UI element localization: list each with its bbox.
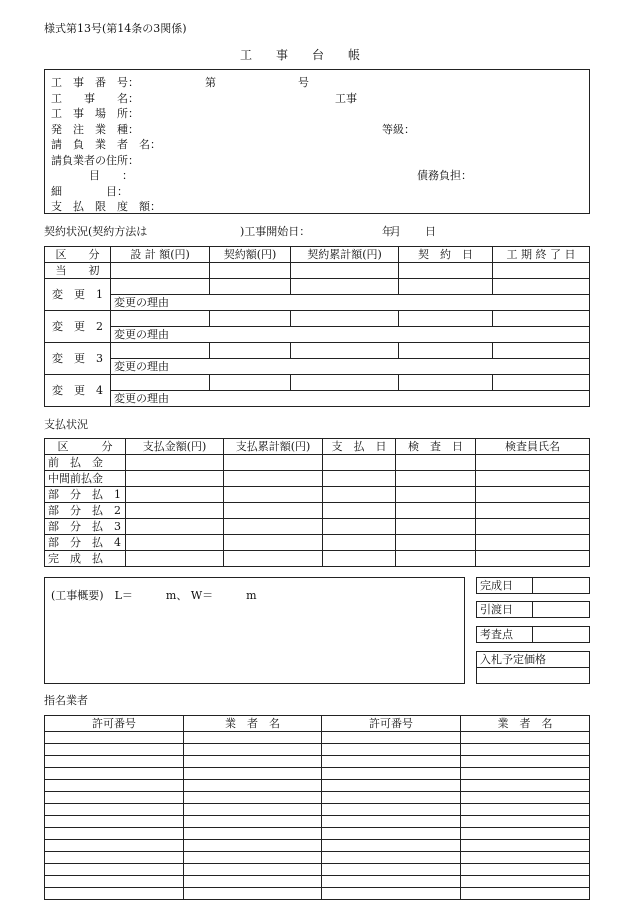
payment-cell[interactable] xyxy=(224,535,323,551)
nominated-cell[interactable] xyxy=(184,732,322,744)
payment-cell[interactable] xyxy=(126,551,224,567)
payment-row-label: 部 分 払 1 xyxy=(45,487,126,503)
nominated-row xyxy=(45,804,590,816)
payment-cell[interactable] xyxy=(476,551,590,567)
contract-header: 契約累計額(円) xyxy=(291,247,399,263)
payment-header: 支払金額(円) xyxy=(126,439,224,455)
nominated-cell[interactable] xyxy=(322,792,461,804)
payment-row-label: 前 払 金 xyxy=(45,455,126,471)
contract-cell[interactable] xyxy=(493,279,590,295)
payment-cell[interactable] xyxy=(224,519,323,535)
nominated-cell[interactable] xyxy=(45,840,184,852)
contract-change-label: 変 更 1 xyxy=(45,279,111,311)
contract-cell[interactable] xyxy=(210,311,291,327)
payment-cell[interactable] xyxy=(224,471,323,487)
nominated-cell[interactable] xyxy=(45,816,184,828)
nominated-cell[interactable] xyxy=(322,780,461,792)
contract-day: 日 xyxy=(425,225,436,238)
completion-date-label: 完成日 xyxy=(477,578,533,594)
contract-cell[interactable] xyxy=(399,375,493,391)
nominated-section-label: 指名業者 xyxy=(44,694,88,707)
payment-cell[interactable] xyxy=(323,519,396,535)
nominated-cell[interactable] xyxy=(461,816,590,828)
nominated-cell[interactable] xyxy=(461,804,590,816)
nominated-cell[interactable] xyxy=(184,888,322,900)
nominated-cell[interactable] xyxy=(461,888,590,900)
nominated-cell[interactable] xyxy=(45,744,184,756)
contract-header: 契約額(円) xyxy=(210,247,291,263)
nominated-cell[interactable] xyxy=(322,840,461,852)
completion-date-box xyxy=(476,577,590,594)
contract-cell[interactable] xyxy=(399,311,493,327)
nominated-cell[interactable] xyxy=(322,768,461,780)
info-label: 工 事 番 号： xyxy=(51,76,139,89)
contract-cell[interactable] xyxy=(111,311,210,327)
contract-cell[interactable] xyxy=(493,375,590,391)
planned-price-label: 入札予定価格 xyxy=(477,652,590,668)
nominated-cell[interactable] xyxy=(184,756,322,768)
payment-cell[interactable] xyxy=(396,551,476,567)
payment-cell[interactable] xyxy=(323,471,396,487)
change-reason[interactable]: 変更の理由 xyxy=(111,391,590,407)
nominated-row xyxy=(45,744,590,756)
contract-cell[interactable] xyxy=(210,375,291,391)
nominated-row xyxy=(45,840,590,852)
payment-cell[interactable] xyxy=(476,535,590,551)
contract-cell[interactable] xyxy=(210,263,291,279)
planned-price-value[interactable] xyxy=(477,668,590,684)
nominated-row xyxy=(45,768,590,780)
contract-cell[interactable] xyxy=(111,263,210,279)
payment-cell[interactable] xyxy=(224,503,323,519)
payment-row-label: 中間前払金 xyxy=(45,471,126,487)
change-reason[interactable]: 変更の理由 xyxy=(111,295,590,311)
nominated-cell[interactable] xyxy=(184,864,322,876)
payment-header: 検 査 日 xyxy=(396,439,476,455)
payment-row xyxy=(45,535,590,551)
nominated-cell[interactable] xyxy=(184,816,322,828)
contract-cell[interactable] xyxy=(399,263,493,279)
contract-change-label: 変 更 3 xyxy=(45,343,111,375)
nominated-header: 許可番号 xyxy=(322,716,461,732)
payment-cell[interactable] xyxy=(126,519,224,535)
info-box xyxy=(44,69,590,214)
contract-cell[interactable] xyxy=(291,343,399,359)
info-label: 支 払 限 度 額： xyxy=(51,200,161,213)
contract-header: 工 期 終 了 日 xyxy=(493,247,590,263)
nominated-cell[interactable] xyxy=(322,744,461,756)
nominated-cell[interactable] xyxy=(184,828,322,840)
summary-box xyxy=(44,577,465,684)
info-label: 工 事 場 所： xyxy=(51,107,139,120)
contract-reason-row xyxy=(45,327,590,343)
inspection-score-value[interactable] xyxy=(533,627,590,643)
info-label: 工 事 名： xyxy=(51,91,139,105)
payment-row xyxy=(45,487,590,503)
change-reason[interactable]: 変更の理由 xyxy=(111,359,590,375)
contract-change-row xyxy=(45,343,590,359)
payment-row xyxy=(45,455,590,471)
nominated-row xyxy=(45,852,590,864)
contract-initial-row xyxy=(45,263,590,279)
contract-change-row xyxy=(45,311,590,327)
contract-start-label: )工事開始日： xyxy=(240,225,311,238)
contract-cell[interactable] xyxy=(210,279,291,295)
payment-header: 支払累計額(円) xyxy=(224,439,323,455)
nominated-cell[interactable] xyxy=(461,828,590,840)
page-title: 工 事 台 帳 xyxy=(240,48,361,62)
contract-cell[interactable] xyxy=(493,263,590,279)
contract-cell[interactable] xyxy=(111,343,210,359)
contract-section-label: 契約状況(契約方法は xyxy=(44,225,148,238)
contract-cell[interactable] xyxy=(399,343,493,359)
payment-cell[interactable] xyxy=(396,487,476,503)
contract-month: 月 xyxy=(390,225,401,238)
payment-cell[interactable] xyxy=(396,535,476,551)
info-label: 請負業者の住所： xyxy=(51,153,139,167)
nominated-cell[interactable] xyxy=(45,792,184,804)
nominated-cell[interactable] xyxy=(461,756,590,768)
info-value-b: 債務負担： xyxy=(417,169,472,182)
payment-row xyxy=(45,471,590,487)
nominated-row xyxy=(45,732,590,744)
nominated-table xyxy=(44,715,590,900)
info-value-b: 等級： xyxy=(382,122,415,136)
contract-cell[interactable] xyxy=(493,343,590,359)
contract-reason-row xyxy=(45,295,590,311)
contract-change-label: 変 更 4 xyxy=(45,375,111,407)
payment-cell[interactable] xyxy=(396,503,476,519)
payment-cell[interactable] xyxy=(323,551,396,567)
nominated-cell[interactable] xyxy=(184,792,322,804)
info-label: 目 ： xyxy=(89,169,133,182)
contract-change-label: 変 更 2 xyxy=(45,311,111,343)
contract-change-row xyxy=(45,375,590,391)
info-value-b: 号 xyxy=(298,76,309,89)
nominated-cell[interactable] xyxy=(45,876,184,888)
payment-row-label: 部 分 払 4 xyxy=(45,535,126,551)
payment-header: 区 分 xyxy=(45,439,126,455)
info-value-b: 工事 xyxy=(335,91,357,105)
contract-reason-row xyxy=(45,359,590,375)
contract-cell[interactable] xyxy=(111,375,210,391)
payment-table xyxy=(44,438,590,567)
contract-cell[interactable] xyxy=(291,375,399,391)
payment-cell[interactable] xyxy=(126,503,224,519)
contract-table xyxy=(44,246,590,407)
contract-reason-row xyxy=(45,391,590,407)
nominated-row xyxy=(45,888,590,900)
completion-date-value[interactable] xyxy=(533,578,590,594)
nominated-cell[interactable] xyxy=(322,888,461,900)
nominated-row xyxy=(45,792,590,804)
nominated-header-row xyxy=(45,716,590,732)
payment-row xyxy=(45,519,590,535)
nominated-cell[interactable] xyxy=(322,828,461,840)
payment-row-label: 部 分 払 3 xyxy=(45,519,126,535)
payment-header-row xyxy=(45,439,590,455)
nominated-cell[interactable] xyxy=(45,864,184,876)
info-label: 発 注 業 種： xyxy=(51,122,139,136)
payment-row xyxy=(45,503,590,519)
nominated-cell[interactable] xyxy=(461,876,590,888)
nominated-cell[interactable] xyxy=(461,732,590,744)
nominated-cell[interactable] xyxy=(184,804,322,816)
nominated-cell[interactable] xyxy=(45,780,184,792)
nominated-header: 業 者 名 xyxy=(184,716,322,732)
nominated-cell[interactable] xyxy=(461,852,590,864)
inspection-score-box xyxy=(476,626,590,643)
payment-row xyxy=(45,551,590,567)
payment-cell[interactable] xyxy=(476,519,590,535)
form-number: 様式第13号(第14条の3関係) xyxy=(44,22,187,35)
nominated-cell[interactable] xyxy=(322,804,461,816)
payment-cell[interactable] xyxy=(323,455,396,471)
nominated-cell[interactable] xyxy=(461,864,590,876)
contract-cell[interactable] xyxy=(399,279,493,295)
payment-cell[interactable] xyxy=(126,535,224,551)
payment-cell[interactable] xyxy=(323,487,396,503)
contract-cell[interactable] xyxy=(291,263,399,279)
nominated-cell[interactable] xyxy=(45,732,184,744)
contract-initial-label: 当 初 xyxy=(45,263,111,279)
nominated-row xyxy=(45,828,590,840)
payment-header: 検査員氏名 xyxy=(476,439,590,455)
nominated-cell[interactable] xyxy=(45,852,184,864)
payment-cell[interactable] xyxy=(323,503,396,519)
payment-cell[interactable] xyxy=(476,503,590,519)
contract-header: 契 約 日 xyxy=(399,247,493,263)
nominated-cell[interactable] xyxy=(45,888,184,900)
nominated-cell[interactable] xyxy=(322,876,461,888)
payment-cell[interactable] xyxy=(224,551,323,567)
nominated-cell[interactable] xyxy=(184,852,322,864)
inspection-score-label: 考査点 xyxy=(477,627,533,643)
payment-cell[interactable] xyxy=(323,535,396,551)
nominated-cell[interactable] xyxy=(461,840,590,852)
payment-cell[interactable] xyxy=(126,471,224,487)
payment-cell[interactable] xyxy=(224,455,323,471)
change-reason[interactable]: 変更の理由 xyxy=(111,327,590,343)
nominated-cell[interactable] xyxy=(184,780,322,792)
nominated-cell[interactable] xyxy=(184,744,322,756)
payment-cell[interactable] xyxy=(126,487,224,503)
payment-cell[interactable] xyxy=(396,455,476,471)
payment-cell[interactable] xyxy=(224,487,323,503)
nominated-cell[interactable] xyxy=(45,804,184,816)
nominated-cell[interactable] xyxy=(461,780,590,792)
delivery-date-value[interactable] xyxy=(533,602,590,618)
contract-cell[interactable] xyxy=(111,279,210,295)
nominated-cell[interactable] xyxy=(322,864,461,876)
nominated-cell[interactable] xyxy=(184,876,322,888)
nominated-cell[interactable] xyxy=(322,756,461,768)
payment-cell[interactable] xyxy=(476,455,590,471)
contract-year: 年 xyxy=(382,225,393,238)
payment-cell[interactable] xyxy=(396,471,476,487)
nominated-row xyxy=(45,864,590,876)
nominated-cell[interactable] xyxy=(322,852,461,864)
contract-cell[interactable] xyxy=(210,343,291,359)
nominated-header: 業 者 名 xyxy=(461,716,590,732)
nominated-cell[interactable] xyxy=(322,732,461,744)
nominated-cell[interactable] xyxy=(461,744,590,756)
planned-price-box xyxy=(476,651,590,684)
contract-header-row xyxy=(45,247,590,263)
payment-section-label: 支払状況 xyxy=(44,418,88,431)
nominated-cell[interactable] xyxy=(461,768,590,780)
info-value-a: 第 xyxy=(205,76,216,89)
summary-text: (工事概要) L＝ m、 W＝ m xyxy=(51,589,257,602)
payment-cell[interactable] xyxy=(396,519,476,535)
contract-header: 区 分 xyxy=(45,247,111,263)
nominated-row xyxy=(45,876,590,888)
contract-header: 設 計 額(円) xyxy=(111,247,210,263)
nominated-cell[interactable] xyxy=(45,768,184,780)
nominated-cell[interactable] xyxy=(184,840,322,852)
contract-cell[interactable] xyxy=(493,311,590,327)
contract-change-row xyxy=(45,279,590,295)
nominated-row xyxy=(45,756,590,768)
nominated-cell[interactable] xyxy=(322,816,461,828)
payment-cell[interactable] xyxy=(476,471,590,487)
nominated-cell[interactable] xyxy=(45,756,184,768)
payment-row-label: 部 分 払 2 xyxy=(45,503,126,519)
nominated-header: 許可番号 xyxy=(45,716,184,732)
nominated-cell[interactable] xyxy=(461,792,590,804)
payment-cell[interactable] xyxy=(126,455,224,471)
delivery-date-label: 引渡日 xyxy=(477,602,533,618)
nominated-row xyxy=(45,816,590,828)
nominated-cell[interactable] xyxy=(45,828,184,840)
nominated-cell[interactable] xyxy=(184,768,322,780)
payment-row-label: 完 成 払 xyxy=(45,551,126,567)
payment-cell[interactable] xyxy=(476,487,590,503)
contract-cell[interactable] xyxy=(291,279,399,295)
nominated-row xyxy=(45,780,590,792)
info-label: 細 目： xyxy=(51,184,128,198)
info-label: 請 負 業 者 名： xyxy=(51,138,161,151)
delivery-date-box xyxy=(476,601,590,618)
payment-header: 支 払 日 xyxy=(323,439,396,455)
contract-cell[interactable] xyxy=(291,311,399,327)
